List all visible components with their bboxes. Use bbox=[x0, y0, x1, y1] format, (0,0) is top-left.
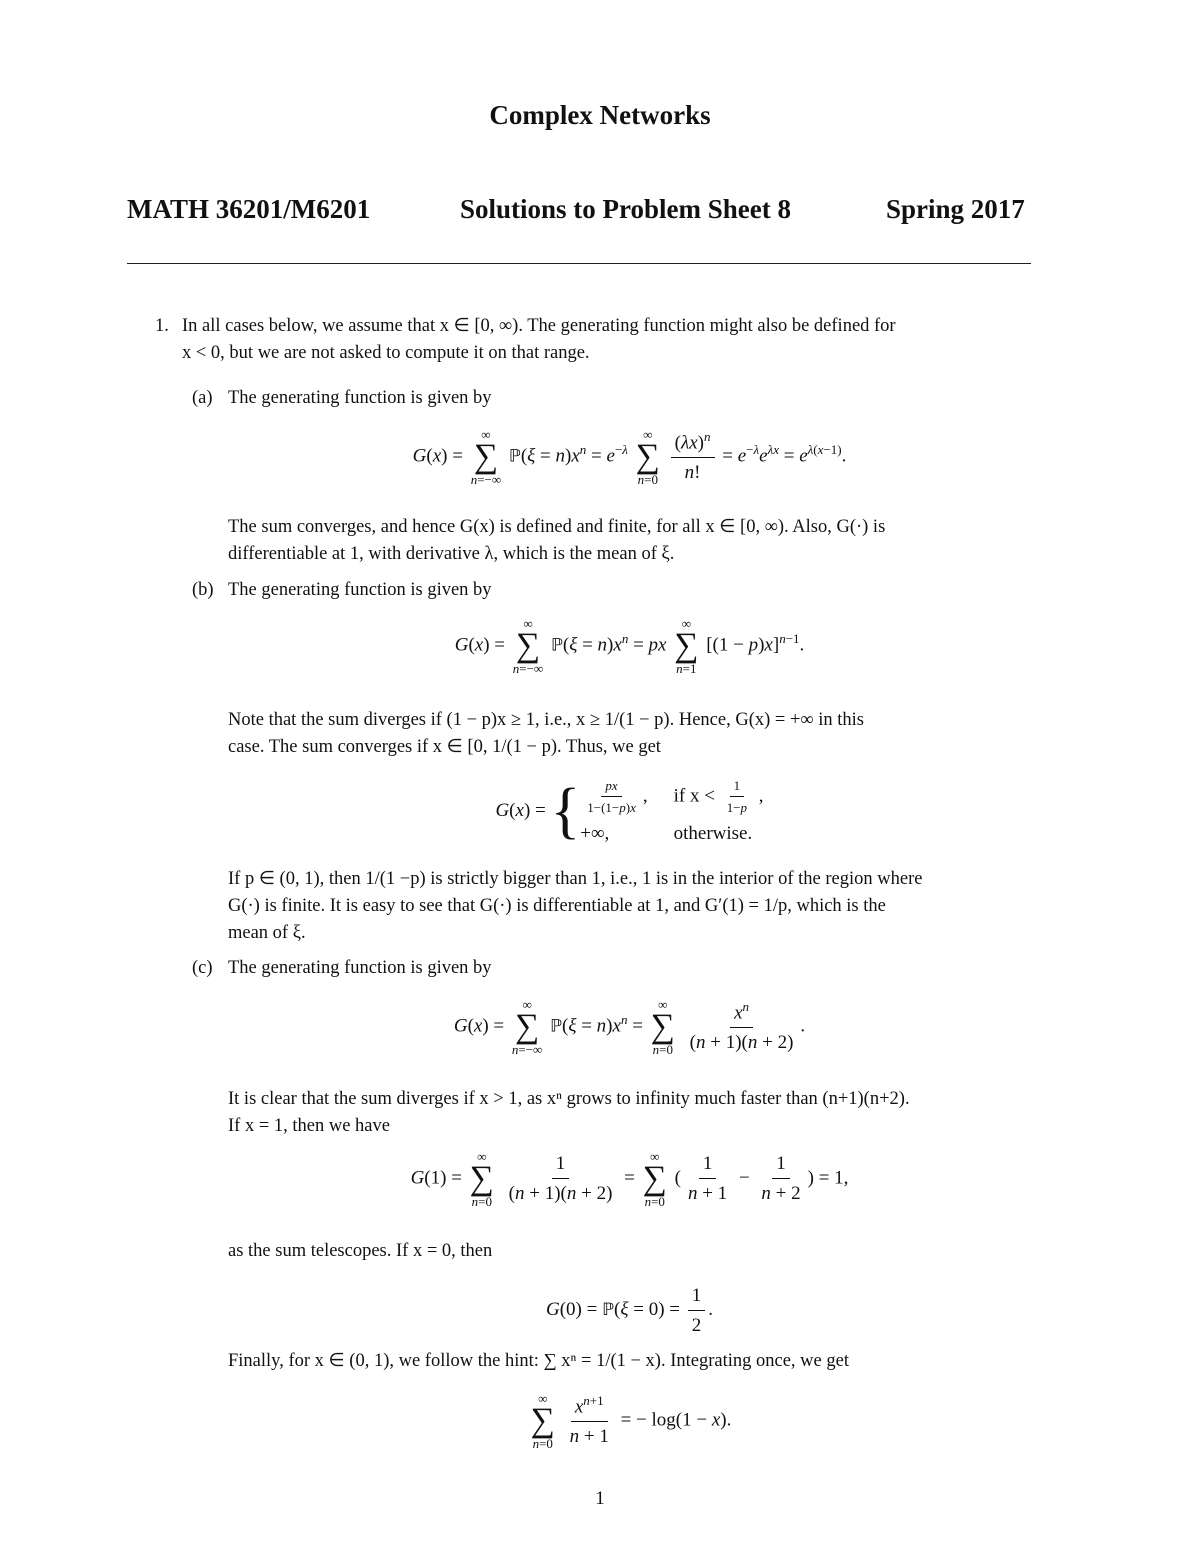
equation-c-integral: ∞ ∑ n=0 $\frac{x^{n+1}}{n + 1}$ = − log(1 − x). bbox=[530, 1391, 732, 1451]
part-c-telescope: as the sum telescopes. If x = 0, then bbox=[228, 1241, 493, 1261]
part-a-after-1: The sum converges, and hence G(x) is defined and finite, for all x ∈ [0, ∞). Also, G(·) is bbox=[228, 517, 886, 537]
header-rule bbox=[127, 263, 1031, 264]
part-a-label: (a) bbox=[192, 388, 213, 408]
equation-b: G(x) = ∞ ∑ n=−∞ ℙ(ξ = $n)x^n$ = px ∞ ∑ n=1 $[(1 - p)x]^{n-1}$. bbox=[454, 616, 805, 676]
part-b-note-1: Note that the sum diverges if (1 − p)x ≥ 1, i.e., x ≥ 1/(1 − p). Hence, G(x) = +∞ in this bbox=[228, 710, 864, 730]
intro-line-2: x < 0, but we are not asked to compute it on that range. bbox=[182, 343, 590, 363]
question-number: 1. bbox=[155, 316, 169, 336]
sheet-title: Solutions to Problem Sheet 8 bbox=[460, 194, 792, 224]
equation-c-at-0: G(0) = ℙ(ξ = 0) = $\frac{1}{2}$ . bbox=[545, 1285, 713, 1336]
part-b-after-3: mean of ξ. bbox=[228, 923, 306, 943]
equation-b-cases: G ( x ) = { $\frac{px}{1-(1-p)x}$ , if x < $\frac{1}{1-p}$ , +∞, otherwise. bbox=[495, 777, 764, 846]
equation-c-at-1: G(1) = ∞ ∑ n=0 $\frac{1}{(n + 1)(n + 2)}$ = ∞ ∑ n=0 ( $\frac{1}{n + 1}$ − $\frac{1}{n + 2}$ ) = 1, bbox=[410, 1149, 849, 1209]
document-title: Complex Networks bbox=[489, 100, 711, 130]
course-code: MATH 36201/M6201 bbox=[127, 194, 371, 224]
equation-c: G(x) = ∞ ∑ n=−∞ ℙ(ξ = $n)x^n$ = ∞ ∑ n=0 $\frac{x^n}{(n + 1)(n + 2)}$ . bbox=[453, 997, 806, 1057]
case-2-value: +∞, bbox=[580, 822, 610, 844]
part-b-after-1: If p ∈ (0, 1), then 1/(1 −p) is strictly bigger than 1, i.e., 1 is in the interior of the region where bbox=[228, 869, 923, 889]
part-c-label: (c) bbox=[192, 958, 213, 978]
intro-line-1: In all cases below, we assume that x ∈ [0, ∞). The generating function might also be defined for bbox=[182, 316, 896, 336]
part-c-final: Finally, for x ∈ (0, 1), we follow the hint: ∑ xⁿ = 1/(1 − x). Integrating once, we get bbox=[228, 1351, 849, 1371]
part-c-lead: The generating function is given by bbox=[228, 958, 492, 978]
part-c-diverge-2: If x = 1, then we have bbox=[228, 1116, 390, 1136]
case-1-condition: if x < bbox=[673, 785, 715, 807]
part-b-note-2: case. The sum converges if x ∈ [0, 1/(1 − p). Thus, we get bbox=[228, 737, 661, 757]
part-b-lead: The generating function is given by bbox=[228, 580, 492, 600]
case-2-condition: otherwise. bbox=[673, 822, 753, 844]
equation-a: G(x) = ∞ ∑ n=−∞ ℙ(ξ = $n)x^n = e^{-\lambda}$ ∞ ∑ n=0 $\frac{(\lambda x)^n}{n!}$ = $e^{-\lambda}e^{\lambda x} = e^{\lambda(x-1)}$. bbox=[412, 427, 847, 487]
term: Spring 2017 bbox=[886, 194, 1025, 224]
page-number: 1 bbox=[595, 1488, 605, 1509]
part-c-diverge-1: It is clear that the sum diverges if x > 1, as xⁿ grows to infinity much faster than (n+1)(n+2). bbox=[228, 1089, 910, 1109]
part-a-lead: The generating function is given by bbox=[228, 388, 492, 408]
part-b-label: (b) bbox=[192, 580, 214, 600]
part-a-after-2: differentiable at 1, with derivative λ, which is the mean of ξ. bbox=[228, 544, 675, 564]
part-b-after-2: G(·) is finite. It is easy to see that G(·) is differentiable at 1, and G′(1) = 1/p, which is the bbox=[228, 896, 886, 916]
